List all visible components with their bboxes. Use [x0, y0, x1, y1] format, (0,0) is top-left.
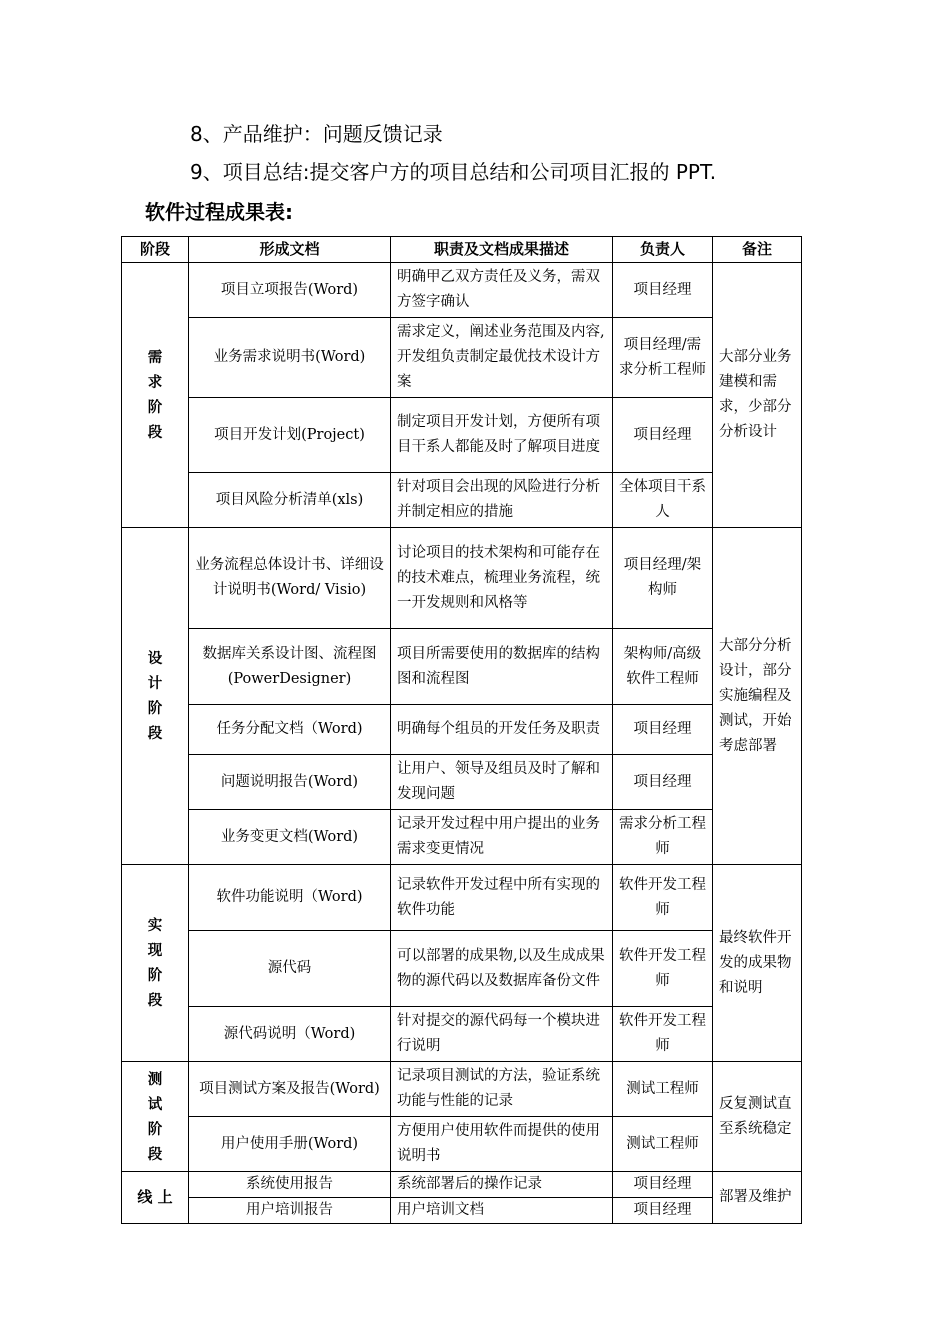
owner-cell: 项目经理	[613, 755, 713, 810]
stage-label: 实现阶段	[147, 917, 163, 1009]
table-row	[122, 528, 802, 629]
doc-cell: 用户培训报告	[189, 1198, 391, 1224]
owner-cell: 软件开发工程师	[613, 931, 713, 1007]
owner-cell: 软件开发工程师	[613, 865, 713, 931]
desc-cell: 针对项目会出现的风险进行分析并制定相应的措施	[391, 473, 613, 528]
desc-cell: 明确甲乙双方责任及义务，需双方签字确认	[391, 263, 613, 318]
table-row	[122, 318, 802, 398]
table-row	[122, 1117, 802, 1172]
table-row	[122, 1172, 802, 1198]
table-row	[122, 755, 802, 810]
doc-cell: 项目开发计划(Project)	[189, 398, 391, 473]
desc-cell: 制定项目开发计划，方便所有项目干系人都能及时了解项目进度	[391, 398, 613, 473]
header-doc: 形成文档	[189, 237, 391, 263]
owner-cell: 项目经理	[613, 1198, 713, 1224]
stage-cell	[122, 1062, 189, 1172]
doc-cell: 数据库关系设计图、流程图(PowerDesigner)	[189, 629, 391, 705]
doc-cell: 问题说明报告(Word)	[189, 755, 391, 810]
table-row	[122, 1198, 802, 1224]
doc-cell: 项目测试方案及报告(Word)	[189, 1062, 391, 1117]
owner-cell: 软件开发工程师	[613, 1007, 713, 1062]
doc-cell: 软件功能说明（Word)	[189, 865, 391, 931]
desc-cell: 讨论项目的技术架构和可能存在的技术难点，梳理业务流程，统一开发规则和风格等	[391, 528, 613, 629]
doc-cell: 源代码说明（Word)	[189, 1007, 391, 1062]
doc-cell: 系统使用报告	[189, 1172, 391, 1198]
doc-cell: 源代码	[189, 931, 391, 1007]
table-row	[122, 1062, 802, 1117]
desc-cell: 可以部署的成果物,以及生成成果物的源代码以及数据库备份文件	[391, 931, 613, 1007]
doc-cell: 业务流程总体设计书、详细设计说明书(Word/ Visio)	[189, 528, 391, 629]
table-row	[122, 865, 802, 931]
doc-cell: 业务需求说明书(Word)	[189, 318, 391, 398]
desc-cell: 让用户、领导及组员及时了解和发现问题	[391, 755, 613, 810]
note-cell: 大部分分析设计，部分实施编程及测试，开始考虑部署	[713, 528, 802, 865]
header-stage: 阶段	[122, 237, 189, 263]
stage-cell	[122, 528, 189, 865]
stage-cell	[122, 1172, 189, 1224]
stage-label: 需求阶段	[147, 349, 163, 441]
results-table	[121, 236, 802, 1224]
table-row	[122, 931, 802, 1007]
desc-cell: 系统部署后的操作记录	[391, 1172, 613, 1198]
owner-cell: 全体项目干系人	[613, 473, 713, 528]
owner-cell: 架构师/高级软件工程师	[613, 629, 713, 705]
table-title: 软件过程成果表:	[145, 200, 293, 224]
desc-cell: 记录软件开发过程中所有实现的软件功能	[391, 865, 613, 931]
intro-line-8: 8、产品维护：问题反馈记录	[190, 122, 443, 146]
desc-cell: 明确每个组员的开发任务及职责	[391, 705, 613, 755]
note-cell: 反复测试直至系统稳定	[713, 1062, 802, 1172]
stage-label: 设计阶段	[147, 650, 163, 742]
table-row	[122, 398, 802, 473]
stage-label: 测试阶段	[147, 1070, 163, 1163]
owner-cell: 项目经理	[613, 1172, 713, 1198]
doc-cell: 任务分配文档（Word)	[189, 705, 391, 755]
stage-label: 线 上	[137, 1188, 173, 1206]
owner-cell: 需求分析工程师	[613, 810, 713, 865]
table-row	[122, 263, 802, 318]
owner-cell: 测试工程师	[613, 1117, 713, 1172]
stage-cell	[122, 263, 189, 528]
table-row	[122, 473, 802, 528]
table-row	[122, 705, 802, 755]
desc-cell: 项目所需要使用的数据库的结构图和流程图	[391, 629, 613, 705]
owner-cell: 项目经理	[613, 398, 713, 473]
header-owner: 负责人	[613, 237, 713, 263]
owner-cell: 项目经理/需求分析工程师	[613, 318, 713, 398]
desc-cell: 用户培训文档	[391, 1198, 613, 1224]
note-cell: 最终软件开发的成果物和说明	[713, 865, 802, 1062]
intro-line-9: 9、项目总结:提交客户方的项目总结和公司项目汇报的 PPT.	[190, 160, 717, 184]
header-note: 备注	[713, 237, 802, 263]
note-cell: 部署及维护	[713, 1172, 802, 1224]
header-row	[122, 237, 802, 263]
owner-cell: 项目经理	[613, 263, 713, 318]
desc-cell: 方便用户使用软件而提供的使用说明书	[391, 1117, 613, 1172]
doc-cell: 用户使用手册(Word)	[189, 1117, 391, 1172]
note-cell: 大部分业务建模和需求，少部分分析设计	[713, 263, 802, 528]
desc-cell: 记录开发过程中用户提出的业务需求变更情况	[391, 810, 613, 865]
table-row	[122, 1007, 802, 1062]
table-row	[122, 810, 802, 865]
table-row	[122, 629, 802, 705]
desc-cell: 记录项目测试的方法，验证系统功能与性能的记录	[391, 1062, 613, 1117]
stage-cell	[122, 865, 189, 1062]
doc-cell: 业务变更文档(Word)	[189, 810, 391, 865]
header-desc: 职责及文档成果描述	[391, 237, 613, 263]
owner-cell: 项目经理	[613, 705, 713, 755]
desc-cell: 需求定义，阐述业务范围及内容,开发组负责制定最优技术设计方案	[391, 318, 613, 398]
doc-cell: 项目立项报告(Word)	[189, 263, 391, 318]
desc-cell: 针对提交的源代码每一个模块进行说明	[391, 1007, 613, 1062]
owner-cell: 项目经理/架构师	[613, 528, 713, 629]
owner-cell: 测试工程师	[613, 1062, 713, 1117]
doc-cell: 项目风险分析清单(xls)	[189, 473, 391, 528]
